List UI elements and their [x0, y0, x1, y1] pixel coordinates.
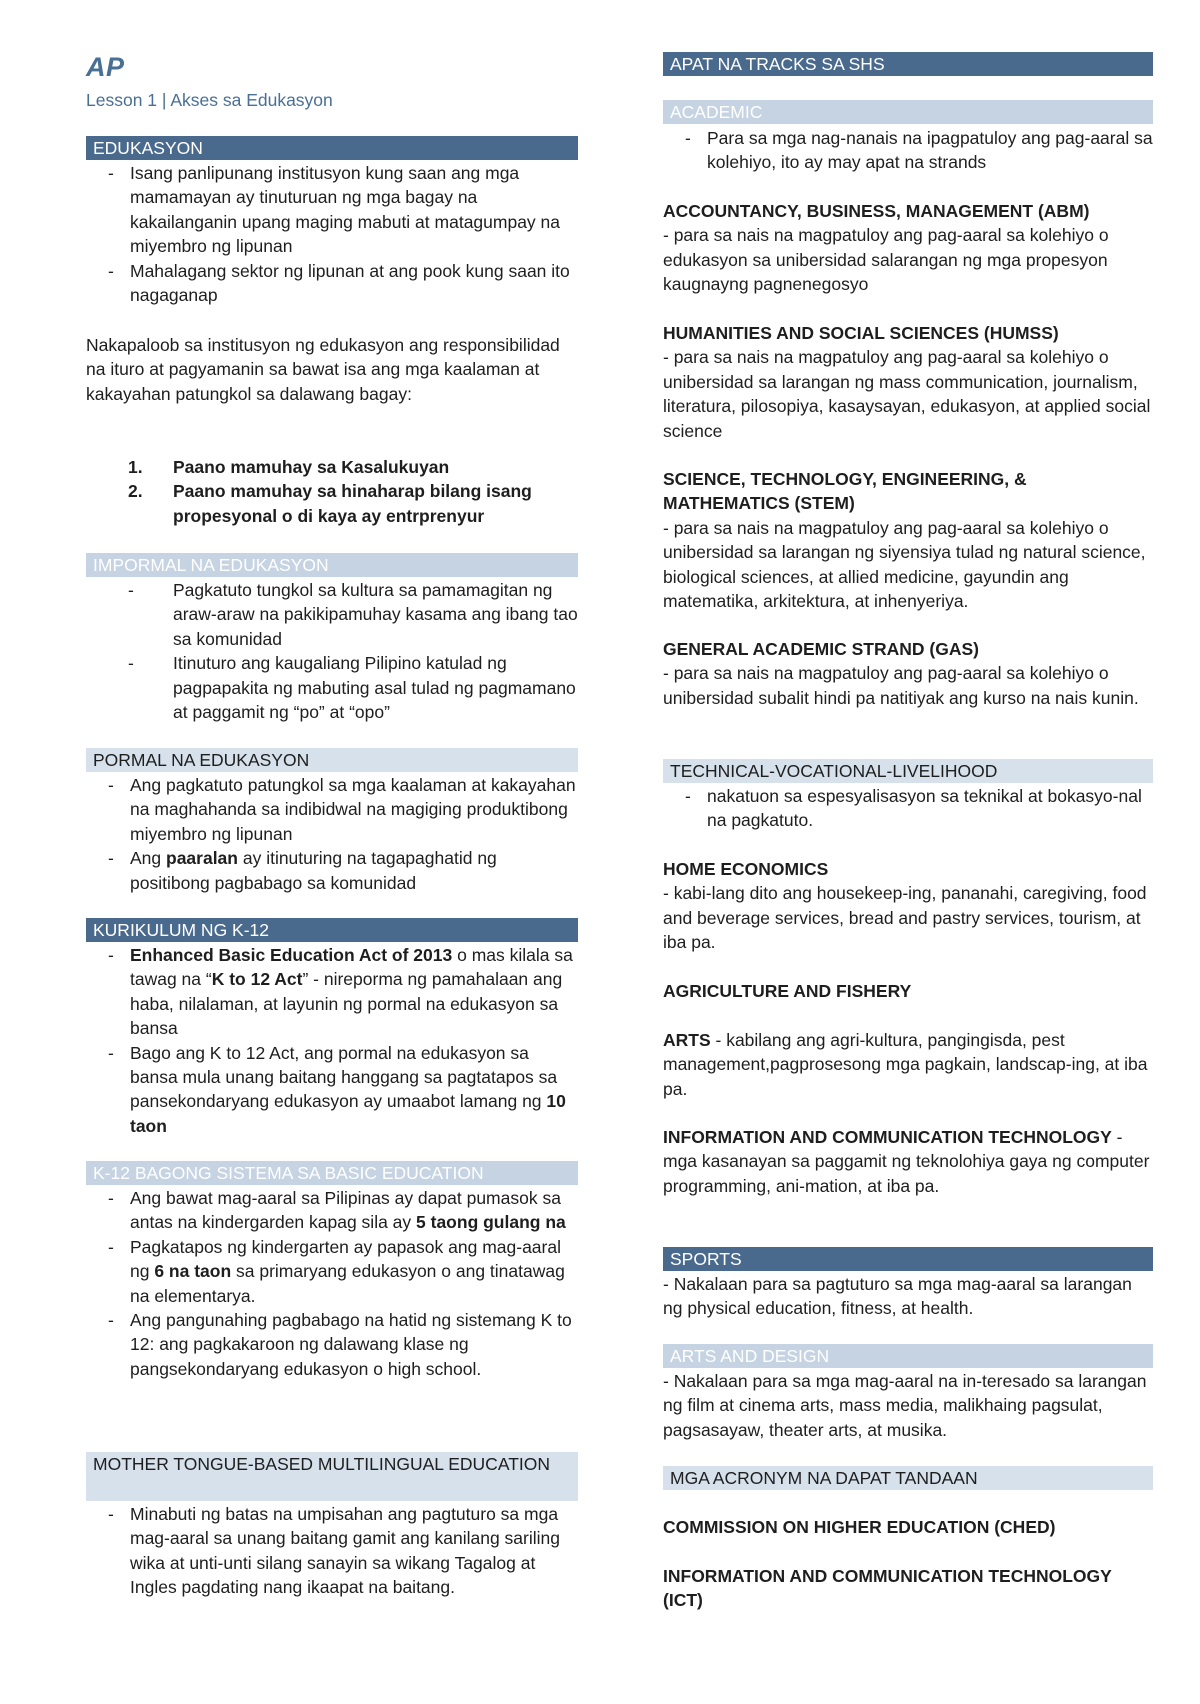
- humss-text: - para sa nais na magpatuloy ang pag-aaral sa kolehiyo o unibersidad sa larangan ng mass communication, journalism, literatura, pilosopiya, kasaysayan, edukasyon, at applied social science: [663, 347, 1151, 441]
- home-economics-text: - kabi-lang dito ang housekeep-ing, pananahi, caregiving, food and beverage services, bread and pastry services, tourism, at iba pa.: [663, 883, 1147, 953]
- abm-text: - para sa nais na magpatuloy ang pag-aaral sa kolehiyo o edukasyon sa unibersidad salarangan ng mga propesyon kaugnayng pagnenegosyo: [663, 225, 1109, 295]
- list-item: - Itinuturo ang kaugaliang Pilipino katulad ng pagpapakita ng mabuting asal tulad ng pagmamano at paggamit ng “po” at “opo”: [128, 653, 576, 723]
- list-item: - Bago ang K to 12 Act, ang pormal na edukasyon sa bansa mula unang baitang hanggang sa pagtatapos sa pansekondaryang edukasyon ay umaabot lamang ng 10 taon: [108, 1042, 566, 1136]
- gas-text: - para sa nais na magpatuloy ang pag-aaral sa kolehiyo o unibersidad subalit hindi pa natitiyak ang kurso na nais kunin.: [663, 663, 1139, 708]
- list-item: - Pagkatuto tungkol sa kultura sa pamamagitan ng araw-araw na pakikipamuhay kasama ang ibang tao sa komunidad: [128, 580, 578, 649]
- humss-block: [663, 321, 1153, 443]
- home-economics-block: [663, 857, 1153, 955]
- impormal-list: [86, 578, 578, 724]
- k12-heading: KURIKULUM NG K-12: [86, 918, 578, 942]
- stem-text: - para sa nais na magpatuloy ang pag-aaral sa kolehiyo o unibersidad sa larangan ng siyensiya tulad ng natural science, biological sciences, at allied medicine, gayundin ang matematika, arkitektura, at inhenyeriya.: [663, 517, 1146, 612]
- arts-text: - kabilang ang agri-kultura, pangingisda, pest management,pagprosesong mga pagkain, landscap-ing, at iba pa.: [663, 1030, 1148, 1099]
- list-item: - Ang pangunahing pagbabago na hatid ng sistemang K to 12: ang pagkakaroon ng dalawang klase ng pangsekondaryang edukasyon o high school.: [108, 1310, 572, 1379]
- list-item: - Enhanced Basic Education Act of 2013 o mas kilala sa tawag na “K to 12 Act” - nireporma ng pamahalaan ang haba, nilalaman, at layunin ng pormal na edukasyon sa bansa: [108, 945, 573, 1039]
- lesson-subtitle: Lesson 1 | Akses sa Edukasyon: [86, 90, 333, 110]
- abm-block: [663, 199, 1153, 297]
- pormal-list: [86, 773, 578, 895]
- list-item: - nakatuon sa espesyalisasyon sa teknikal at bokasyo-nal na pagkatuto.: [685, 786, 1142, 831]
- mother-tongue-list: [86, 1502, 578, 1600]
- sports-heading: SPORTS: [663, 1247, 1153, 1271]
- list-item: - Ang paaralan ay itinuturing na tagapaghatid ng positibong pagbabago sa komunidad: [108, 848, 497, 893]
- k12-list: [86, 943, 578, 1138]
- gas-block: [663, 637, 1153, 710]
- edukasyon-heading: EDUKASYON: [86, 136, 578, 160]
- list-item: - Pagkatapos ng kindergarten ay papasok ang mag-aaral ng 6 na taon sa primaryang edukasyon o ang tinatawag na elementarya.: [108, 1236, 565, 1306]
- acronym-ict: INFORMATION AND COMMUNICATION TECHNOLOGY (ICT): [663, 1566, 1112, 1611]
- agri-title: AGRICULTURE AND FISHERY: [663, 981, 912, 1001]
- bagong-sistema-list: [86, 1186, 578, 1381]
- arts-title: ARTS: [663, 1030, 711, 1050]
- academic-list: [663, 126, 1153, 175]
- home-economics-title: HOME ECONOMICS: [663, 859, 829, 879]
- tracks-heading: APAT NA TRACKS SA SHS: [663, 52, 1153, 76]
- numbered-list: [86, 455, 578, 528]
- list-item: - Mahalagang sektor ng lipunan at ang pook kung saan ito nagaganap: [108, 260, 570, 306]
- ict-block: [663, 1125, 1153, 1198]
- mother-tongue-heading: MOTHER TONGUE-BASED MULTILINGUAL EDUCATION: [86, 1452, 578, 1501]
- list-item: - Minabuti ng batas na umpisahan ang pagtuturo sa mga mag-aaral sa unang baitang gamit ang kanilang sariling wika at unti-unti silang sanayin sa wikang Tagalog at Ingles pagdating nang ikaapat na baitang.: [108, 1504, 560, 1598]
- techvoc-heading: TECHNICAL-VOCATIONAL-LIVELIHOOD: [663, 759, 1153, 783]
- pormal-heading: PORMAL NA EDUKASYON: [86, 748, 578, 772]
- list-item: - Ang pagkatuto patungkol sa mga kaalaman at kakayahan na maghahanda sa indibidwal na magiging produktibong miyembro ng lipunan: [108, 775, 576, 844]
- edukasyon-paragraph: Nakapaloob sa institusyon ng edukasyon ang responsibilidad na ituro at pagyamanin sa bawat isa ang mga kaalaman at kakayahan patungkol sa dalawang bagay:: [86, 335, 560, 404]
- bagong-sistema-heading: K-12 BAGONG SISTEMA SA BASIC EDUCATION: [86, 1161, 578, 1185]
- list-item: - Ang bawat mag-aaral sa Pilipinas ay dapat pumasok sa antas na kindergarden kapag sila ay 5 taong gulang na: [108, 1188, 566, 1233]
- edukasyon-list: [86, 161, 578, 307]
- arts-block: [663, 1028, 1153, 1101]
- ict-title: INFORMATION AND COMMUNICATION TECHNOLOGY: [663, 1127, 1112, 1147]
- stem-title: SCIENCE, TECHNOLOGY, ENGINEERING, & MATHEMATICS (STEM): [663, 469, 1027, 514]
- impormal-heading: IMPORMAL NA EDUKASYON: [86, 553, 578, 577]
- arts-design-text: - Nakalaan para sa mga mag-aaral na in-teresado sa larangan ng film at cinema arts, mass media, malikhaing pagsulat, pagsasayaw, theater arts, at musika.: [663, 1371, 1147, 1440]
- agri-block: [663, 979, 1153, 1003]
- gas-title: GENERAL ACADEMIC STRAND (GAS): [663, 639, 979, 659]
- list-item: 2. Paano mamuhay sa hinaharap bilang isang propesyonal o di kaya ay entrprenyur: [128, 481, 532, 526]
- acronym-ched: COMMISSION ON HIGHER EDUCATION (CHED): [663, 1517, 1056, 1537]
- arts-design-heading: ARTS AND DESIGN: [663, 1344, 1153, 1368]
- ict-text: - mga kasanayan sa paggamit ng teknolohiya gaya ng computer programming, ani-mation, at iba pa.: [663, 1127, 1150, 1196]
- list-item: - Para sa mga nag-nanais na ipagpatuloy ang pag-aaral sa kolehiyo, ito ay may apat na strands: [685, 128, 1153, 173]
- page-title: AP: [86, 52, 125, 82]
- list-item: 1. Paano mamuhay sa Kasalukuyan: [128, 457, 450, 477]
- techvoc-list: [663, 784, 1153, 833]
- academic-heading: ACADEMIC: [663, 100, 1153, 124]
- sports-text: - Nakalaan para sa pagtuturo sa mga mag-aaral sa larangan ng physical education, fitness, at health.: [663, 1274, 1132, 1319]
- stem-block: [663, 467, 1153, 613]
- humss-title: HUMANITIES AND SOCIAL SCIENCES (HUMSS): [663, 323, 1059, 343]
- abm-title: ACCOUNTANCY, BUSINESS, MANAGEMENT (ABM): [663, 201, 1090, 221]
- list-item: - Isang panlipunang institusyon kung saan ang mga mamamayan ay tinuturuan ng mga bagay na kakailanganin upang maging mabuti at matagumpay na miyembro ng lipunan: [108, 163, 561, 257]
- acronym-heading: MGA ACRONYM NA DAPAT TANDAAN: [663, 1466, 1153, 1490]
